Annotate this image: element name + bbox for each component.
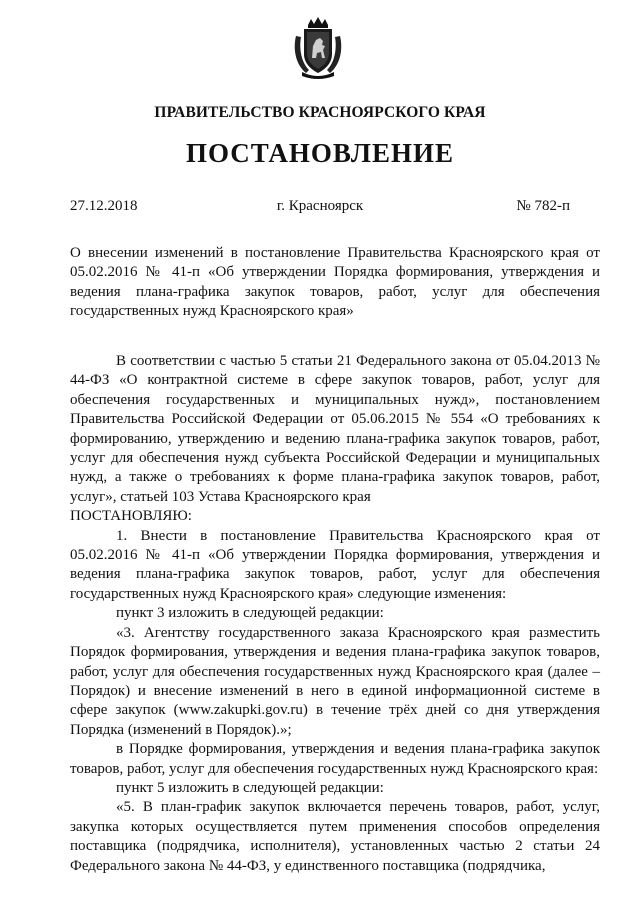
- document-body: [70, 352, 600, 876]
- document-type-title: ПОСТАНОВЛЕНИЕ: [185, 138, 455, 168]
- body-paragraph-preamble: В соответствии с частью 5 статьи 21 Федерального закона от 05.04.2013 № 44-ФЗ «О контрактной системе в сфере закупок товаров, работ, услуг для обеспечения государственных и муниципальных нужд», постановлением Правительства Российской Федерации от 05.06.2015 № 554 «О требованиях к формированию, утверждению и ведению плана-графика закупок товаров, работ, услуг для обеспечения нужд субъекта Российской Федерации и муниципальных нужд, а также о требованиях к форме плана-графика закупок товаров, работ, услуг», статьей 103 Устава Красноярского края: [70, 353, 600, 505]
- body-paragraph-procedure-intro: в Порядке формирования, утверждения и ведения плана-графика закупок товаров, работ, услуг для обеспечения государственных нужд Красноярского края:: [70, 741, 600, 777]
- document-subject: О внесении изменений в постановление Правительства Красноярского края от 05.02.2016 № 41-п «Об утверждении Порядка формирования, утверждения и ведения плана-графика закупок товаров, работ, услуг для обеспечения государственных нужд Красноярского края»: [70, 245, 600, 319]
- document-date: 27.12.2018: [70, 198, 138, 214]
- body-paragraph-point-3-intro: пункт 3 изложить в следующей редакции:: [116, 605, 384, 622]
- body-paragraph-resolve: ПОСТАНОВЛЯЮ:: [70, 508, 192, 525]
- krasnoyarsk-coat-of-arms-icon: [292, 16, 344, 80]
- body-paragraph-point-5-intro: пункт 5 изложить в следующей редакции:: [116, 779, 384, 796]
- document-city: г. Красноярск: [276, 198, 364, 214]
- body-paragraph-item-1: 1. Внести в постановление Правительства Красноярского края от 05.02.2016 № 41-п «Об утверждении Порядка формирования, утверждения и ведения плана-графика закупок товаров, работ, услуг для обеспечения государственных нужд Красноярского края» следующие изменения:: [70, 527, 600, 602]
- document-number: № 782-п: [516, 198, 570, 214]
- body-paragraph-point-5-text: «5. В план-график закупок включается перечень товаров, работ, услуг, закупка которых осуществляется путем применения способов определения поставщика (подрядчика, исполнителя), установленных частью 2 статьи 24 Федерального закона № 44-ФЗ, у единственного поставщика (подрядчика,: [70, 799, 600, 874]
- body-paragraph-point-3-text: «3. Агентству государственного заказа Красноярского края разместить Порядок формирования, утверждения и ведения плана-графика закупок товаров, работ, услуг для обеспечения государственных нужд Красноярского края (далее – Порядок) и внесение изменений в него в единой информационной системе в сфере закупок (www.zakupki.gov.ru) в течение трёх дней со дня утверждения Порядка (изменений в Порядок).»;: [70, 624, 600, 738]
- organization-title: ПРАВИТЕЛЬСТВО КРАСНОЯРСКОГО КРАЯ: [154, 104, 486, 121]
